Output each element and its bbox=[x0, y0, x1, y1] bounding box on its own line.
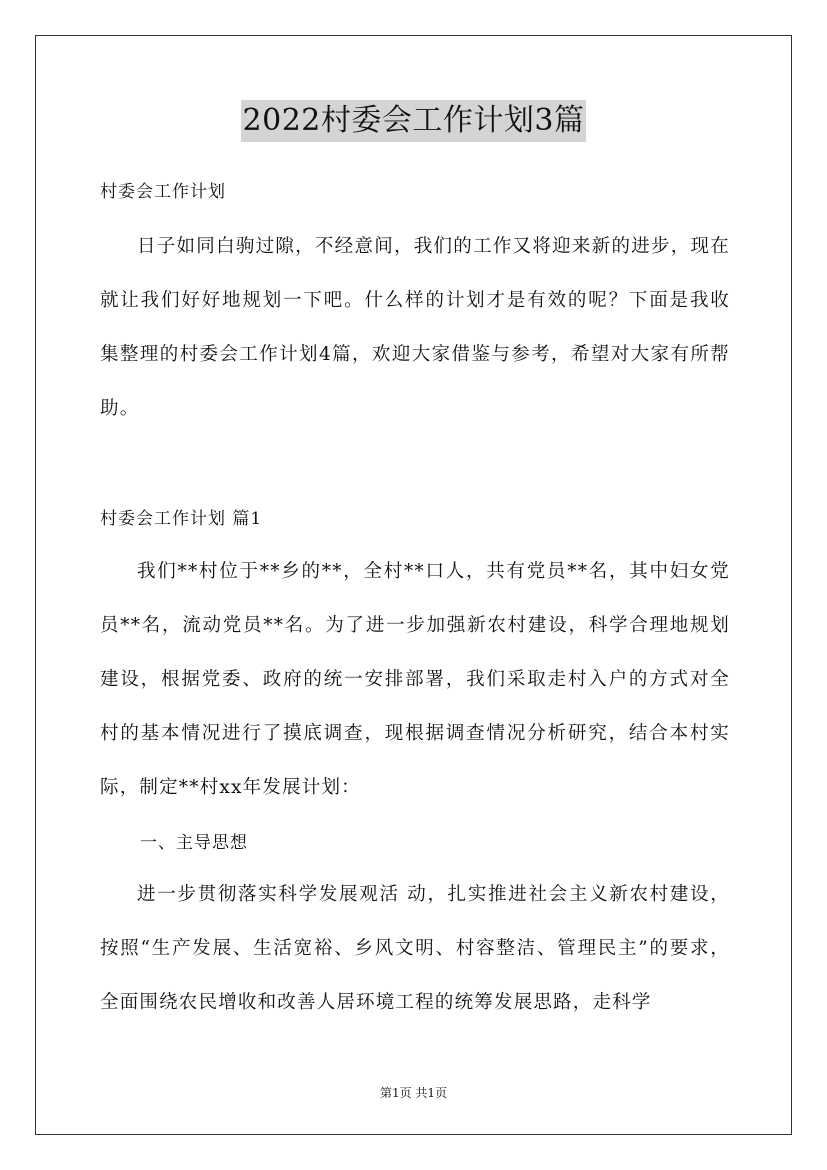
page-footer: 第1页 共1页 bbox=[379, 1086, 448, 1100]
part1-paragraph: 进一步贯彻落实科学发展观活 动，扎实推进社会主义新农村建设，按照“生产发展、生活宽裕、乡风文明、村容整洁、管理民主”的要求，全面围绕农民增收和改善人居环境工程的统筹发展思路，走科学 bbox=[100, 884, 730, 1013]
section1-paragraph: 我们**村位于**乡的**，全村**口人，共有党员**名，其中妇女党员**名，流动党员**名。为了进一步加强新农村建设，科学合理地规划建设，根据党委、政府的统一安排部署，我们采取走村入户的方式对全村的基本情况进行了摸底调查，现根据调查情况分析研究，结合本村实际，制定**村xx年发展计划： bbox=[100, 561, 730, 798]
intro-paragraph: 日子如同白驹过隙，不经意间，我们的工作又将迎来新的进步，现在就让我们好好地规划一下吧。什么样的计划才是有效的呢？下面是我收集整理的村委会工作计划4篇，欢迎大家借鉴与参考，希望对大家有所帮助。 bbox=[100, 236, 730, 419]
section1-heading: 村委会工作计划 篇1 bbox=[100, 509, 263, 529]
document-title: 2022村委会工作计划3篇 bbox=[241, 100, 587, 142]
title-wrap bbox=[0, 100, 827, 142]
subtitle: 村委会工作计划 bbox=[100, 182, 226, 202]
part1-heading: 一、主导思想 bbox=[140, 833, 248, 853]
